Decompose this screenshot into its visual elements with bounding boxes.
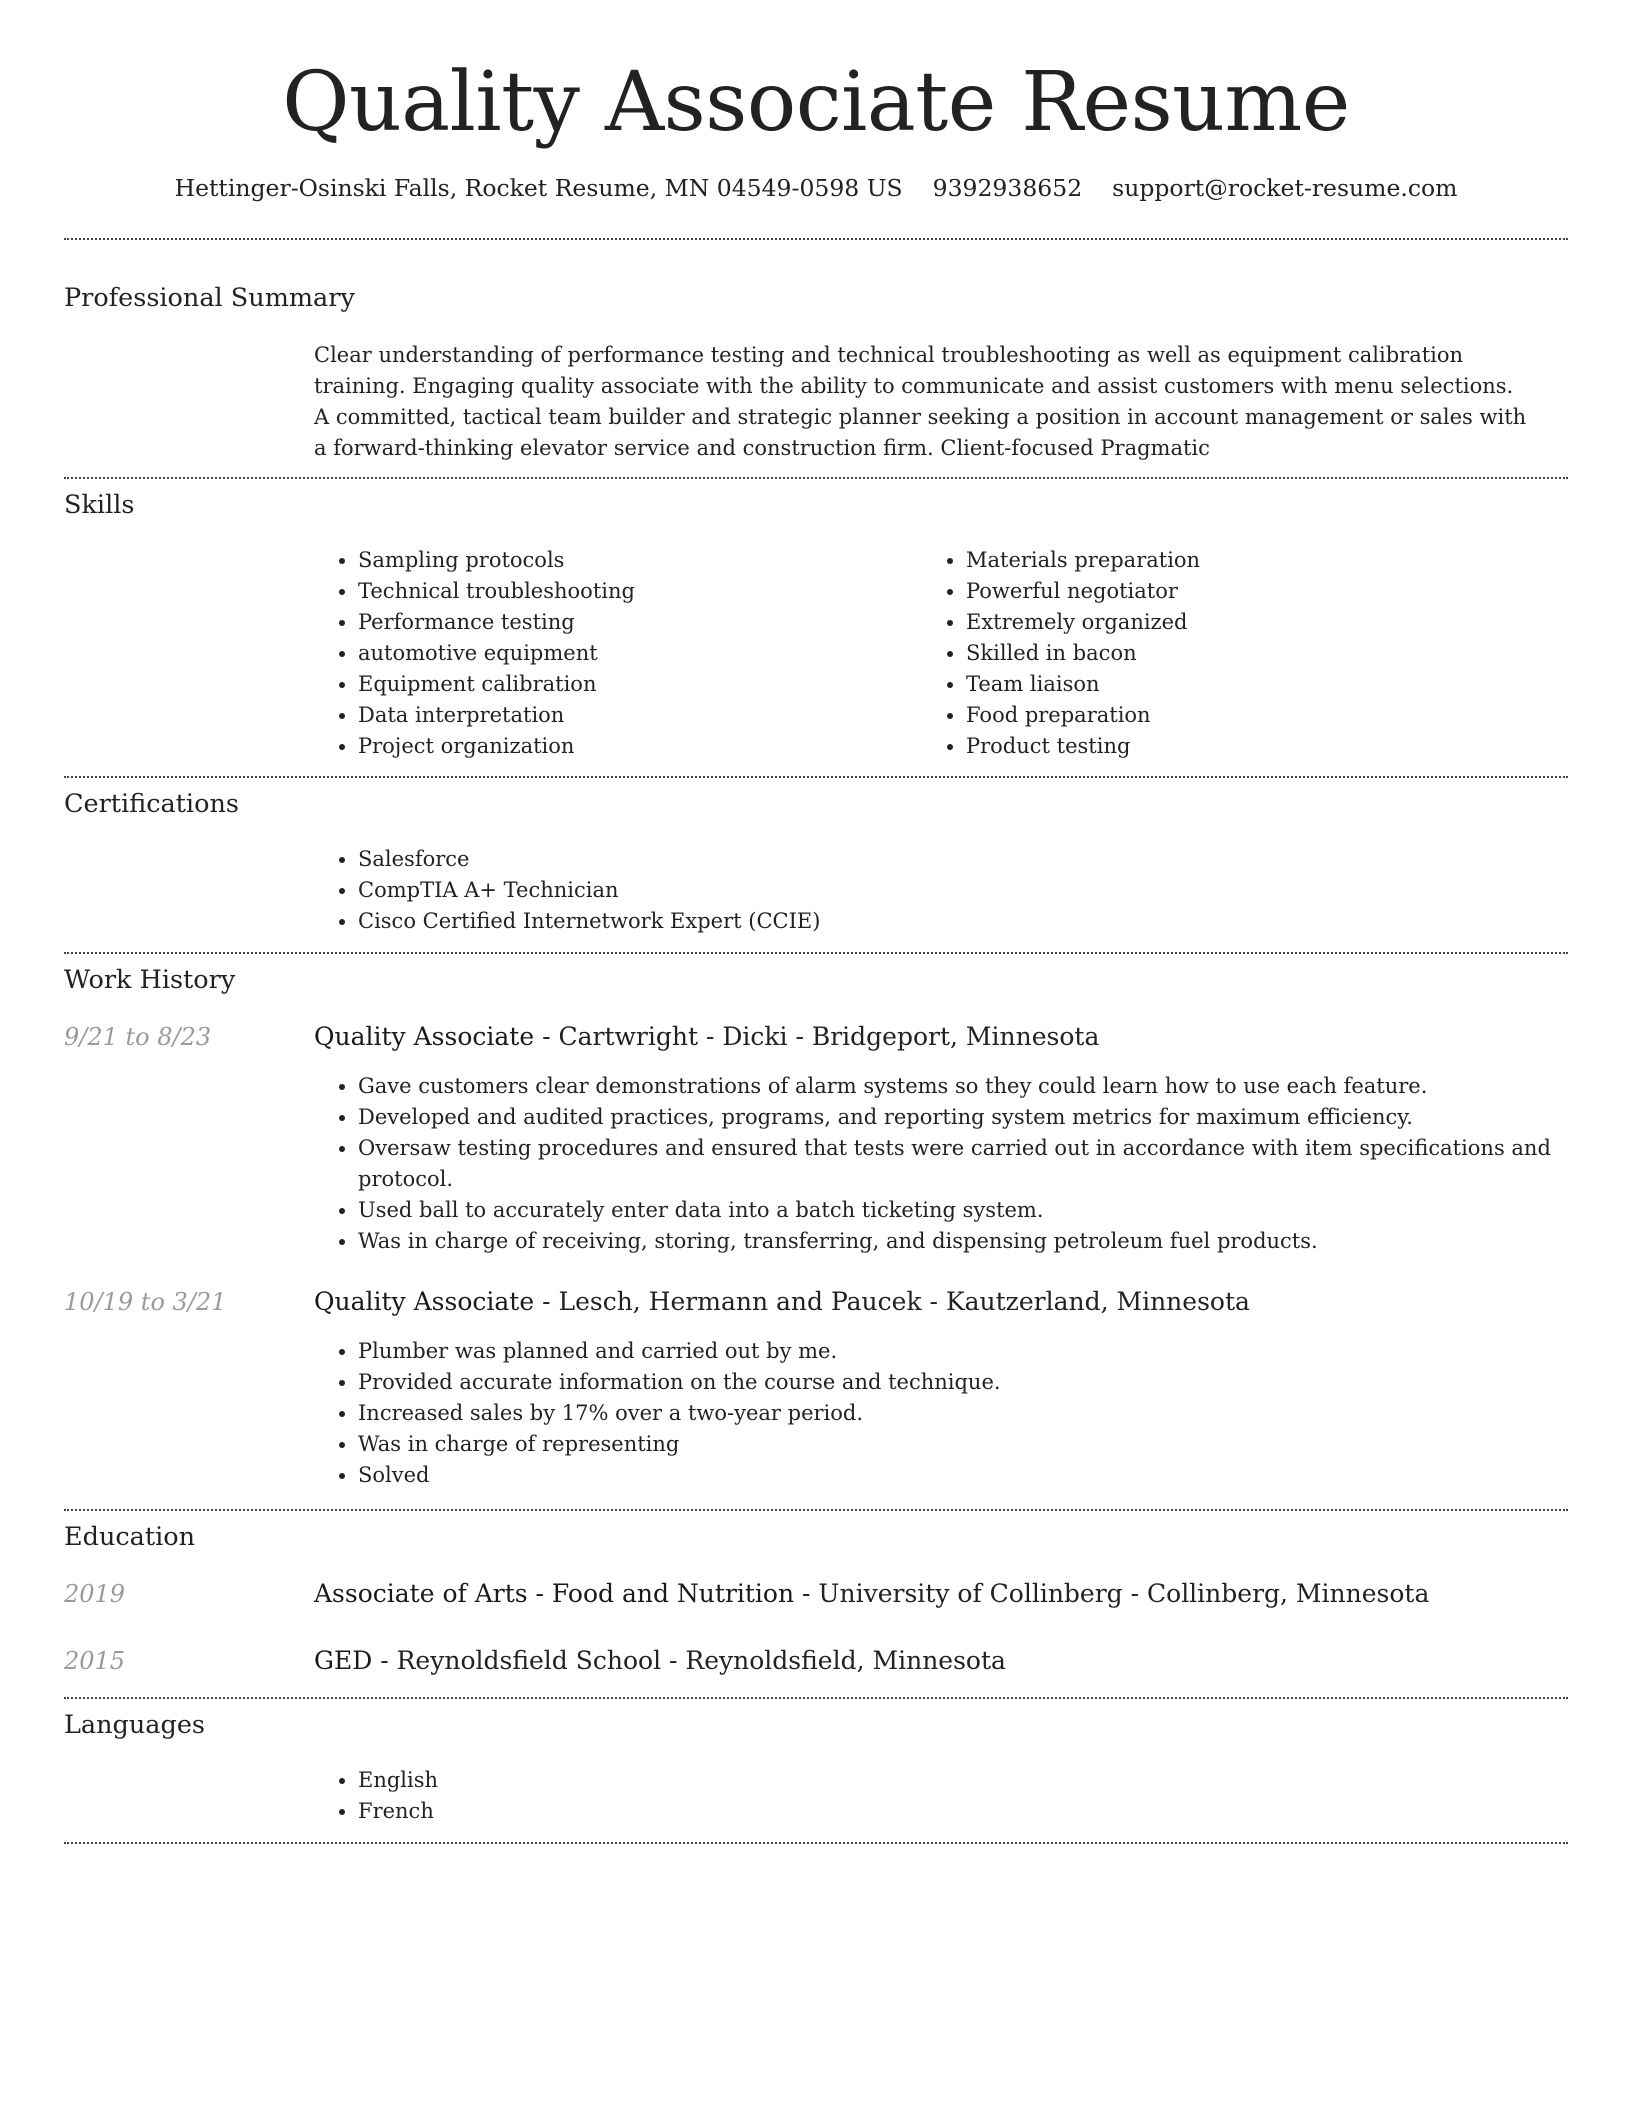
- section-divider: [64, 952, 1568, 954]
- education-school: - Reynoldsfield School - Reynoldsfield, Minnesota: [372, 1646, 1006, 1675]
- certification-item: • Salesforce: [358, 844, 1558, 875]
- certification-item: • Cisco Certified Internetwork Expert (CCIE): [358, 906, 1558, 937]
- skill-item: • Data interpretation: [358, 700, 918, 731]
- education-year: 2019: [64, 1580, 126, 1608]
- skill-item: • Performance testing: [358, 607, 918, 638]
- education-entry: [314, 1643, 1006, 1679]
- skill-item: • automotive equipment: [358, 638, 918, 669]
- skill-item: • Sampling protocols: [358, 545, 918, 576]
- contact-address: Hettinger-Osinski Falls, Rocket Resume, MN 04549-0598 US: [174, 174, 903, 202]
- job-dates: 10/19 to 3/21: [64, 1288, 227, 1316]
- work-history-heading: Work History: [64, 965, 236, 995]
- resume-title: Quality Associate Resume: [282, 55, 1350, 150]
- contact-email: support@rocket-resume.com: [1112, 174, 1458, 202]
- section-divider: [64, 1842, 1568, 1844]
- summary-text: Clear understanding of performance testing and technical troubleshooting as well as equipment calibration training. Engaging quality associate with the ability to communicate and assist customers with menu selections. A committed, tactical team builder and strategic planner seeking a position in account management or sales with a forward-thinking elevator service and construction firm. Client-focused Pragmatic: [314, 343, 1527, 460]
- skills-list-right: [922, 545, 1526, 762]
- skill-item: • Product testing: [966, 731, 1526, 762]
- job-dates: 9/21 to 8/23: [64, 1023, 212, 1051]
- job-position: Quality Associate: [314, 1022, 535, 1051]
- job-bullet: • Was in charge of representing: [358, 1429, 1582, 1460]
- summary-heading: Professional Summary: [64, 283, 355, 313]
- job-title: [314, 1019, 1099, 1055]
- job-bullet: • Gave customers clear demonstrations of alarm systems so they could learn how to use each feature.: [358, 1071, 1582, 1102]
- certification-item: • CompTIA A+ Technician: [358, 875, 1558, 906]
- job-bullet: • Oversaw testing procedures and ensured that tests were carried out in accordance with item specifications and protocol.: [358, 1133, 1582, 1195]
- job-employer: - Lesch, Hermann and Paucek - Kautzerland, Minnesota: [534, 1287, 1250, 1316]
- job-employer: - Cartwright - Dicki - Bridgeport, Minnesota: [534, 1022, 1100, 1051]
- section-divider: [64, 238, 1568, 240]
- contact-phone: 9392938652: [932, 174, 1083, 202]
- job-bullet: • Developed and audited practices, programs, and reporting system metrics for maximum efficiency.: [358, 1102, 1582, 1133]
- skill-item: • Equipment calibration: [358, 669, 918, 700]
- job-bullet: • Plumber was planned and carried out by me.: [358, 1336, 1582, 1367]
- skill-item: • Team liaison: [966, 669, 1526, 700]
- education-school: - University of Collinberg - Collinberg, Minnesota: [794, 1579, 1430, 1608]
- education-degree: Associate of Arts - Food and Nutrition: [314, 1579, 795, 1608]
- education-entry: [314, 1576, 1429, 1612]
- education-year: 2015: [64, 1647, 126, 1675]
- education-heading: Education: [64, 1522, 196, 1552]
- job-bullet: • Provided accurate information on the course and technique.: [358, 1367, 1582, 1398]
- skill-item: • Skilled in bacon: [966, 638, 1526, 669]
- section-divider: [64, 477, 1568, 479]
- job-bullets: [314, 1071, 1582, 1257]
- skill-item: • Materials preparation: [966, 545, 1526, 576]
- certifications-list: [314, 844, 1558, 937]
- section-divider: [64, 1697, 1568, 1699]
- skill-item: • Food preparation: [966, 700, 1526, 731]
- skill-item: • Extremely organized: [966, 607, 1526, 638]
- section-divider: [64, 1509, 1568, 1511]
- certifications-heading: Certifications: [64, 789, 239, 819]
- job-bullet: • Solved: [358, 1460, 1582, 1491]
- language-item: • French: [358, 1796, 1558, 1827]
- languages-heading: Languages: [64, 1710, 206, 1740]
- contact-info: [0, 170, 1632, 206]
- job-position: Quality Associate: [314, 1287, 535, 1316]
- skills-heading: Skills: [64, 490, 135, 520]
- skill-item: • Powerful negotiator: [966, 576, 1526, 607]
- skill-item: • Technical troubleshooting: [358, 576, 918, 607]
- job-bullet: • Was in charge of receiving, storing, transferring, and dispensing petroleum fuel products.: [358, 1226, 1582, 1257]
- language-item: • English: [358, 1765, 1558, 1796]
- skills-list-left: [314, 545, 918, 762]
- skill-item: • Project organization: [358, 731, 918, 762]
- job-title: [314, 1284, 1250, 1320]
- job-bullet: • Used ball to accurately enter data into a batch ticketing system.: [358, 1195, 1582, 1226]
- languages-list: [314, 1765, 1558, 1827]
- education-degree: GED: [314, 1646, 373, 1675]
- job-bullet: • Increased sales by 17% over a two-year period.: [358, 1398, 1582, 1429]
- job-bullets: [314, 1336, 1582, 1491]
- section-divider: [64, 776, 1568, 778]
